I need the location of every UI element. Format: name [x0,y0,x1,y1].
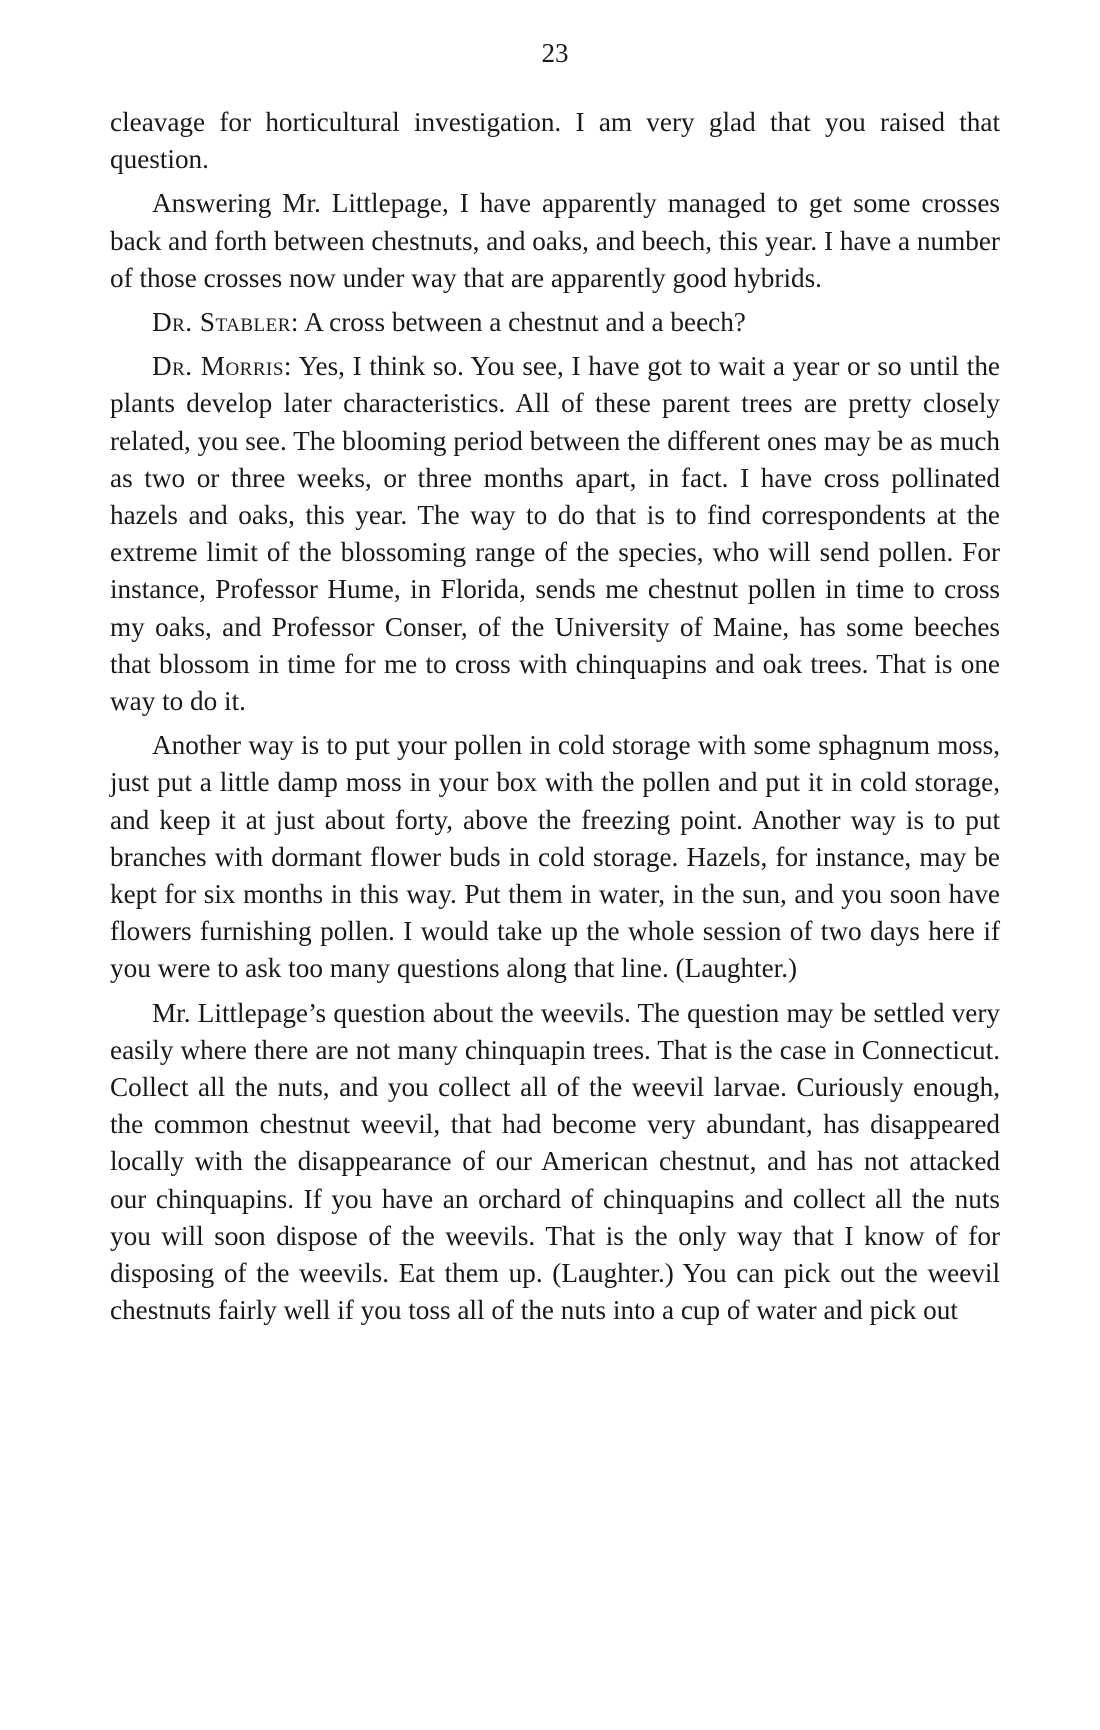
paragraph-5-text: Another way is to put your pollen in cold storage with some sphagnum moss, just put a little damp moss in your box with the pollen and put it in cold storage, and keep it at just about forty, above the freezing point. Another way is to put branches with dormant flower buds in cold storage. Hazels, for instance, may be kept for six months in this way. Put them in water, in the sun, and you soon have flowers furnishing pollen. I would take up the whole session of two days here if you were to ask too many questions along that line. (Laughter.) [110,730,1000,984]
paragraph-1 [110,104,1000,178]
body-text [110,104,1000,1337]
paragraph-4-text: Yes, I think so. You see, I have got to wait a year or so until the plants develop later characteristics. All of these parent trees are pretty closely related, you see. The blooming period between the different ones may be as much as two or three weeks, or three months apart, in fact. I have cross pollinated hazels and oaks, this year. The way to do that is to find correspondents at the extreme limit of the blossoming range of the species, who will send pollen. For instance, Professor Hume, in Florida, sends me chestnut pollen in time to cross my oaks, and Professor Conser, of the University of Maine, has some beeches that blossom in time for me to cross with chinquapins and oak trees. That is one way to do it. [110,351,1000,717]
paragraph-4 [110,348,1000,720]
paragraph-3 [110,304,1000,341]
page-number: 23 [541,38,569,68]
speaker-morris: Dr. Morris: [152,351,292,382]
paragraph-6 [110,995,1000,1330]
paragraph-6-text: Mr. Littlepage’s question about the weevils. The question may be settled very easily where there are not many chinquapin trees. That is the case in Connecticut. Collect all the nuts, and you collect all of the weevil larvae. Curiously enough, the common chestnut weevil, that had become very abundant, has disappeared locally with the disappearance of our American chestnut, and has not attacked our chinquapins. If you have an orchard of chinquapins and collect all the nuts you will soon dispose of the weevils. That is the only way that I know of for disposing of the weevils. Eat them up. (Laughter.) You can pick out the weevil chestnuts fairly well if you toss all of the nuts into a cup of water and pick out [110,997,1000,1326]
paragraph-1-text: cleavage for horticultural investigation. I am very glad that you raised that question. [110,107,1000,175]
paragraph-5 [110,727,1000,987]
speaker-stabler: Dr. Stabler: [152,307,299,338]
paragraph-3-text: A cross between a chestnut and a beech? [298,307,746,338]
paragraph-2-text: Answering Mr. Littlepage, I have apparently managed to get some crosses back and forth between chestnuts, and oaks, and beech, this year. I have a number of those crosses now under way that are apparently good hybrids. [110,188,1000,293]
paragraph-2 [110,185,1000,297]
